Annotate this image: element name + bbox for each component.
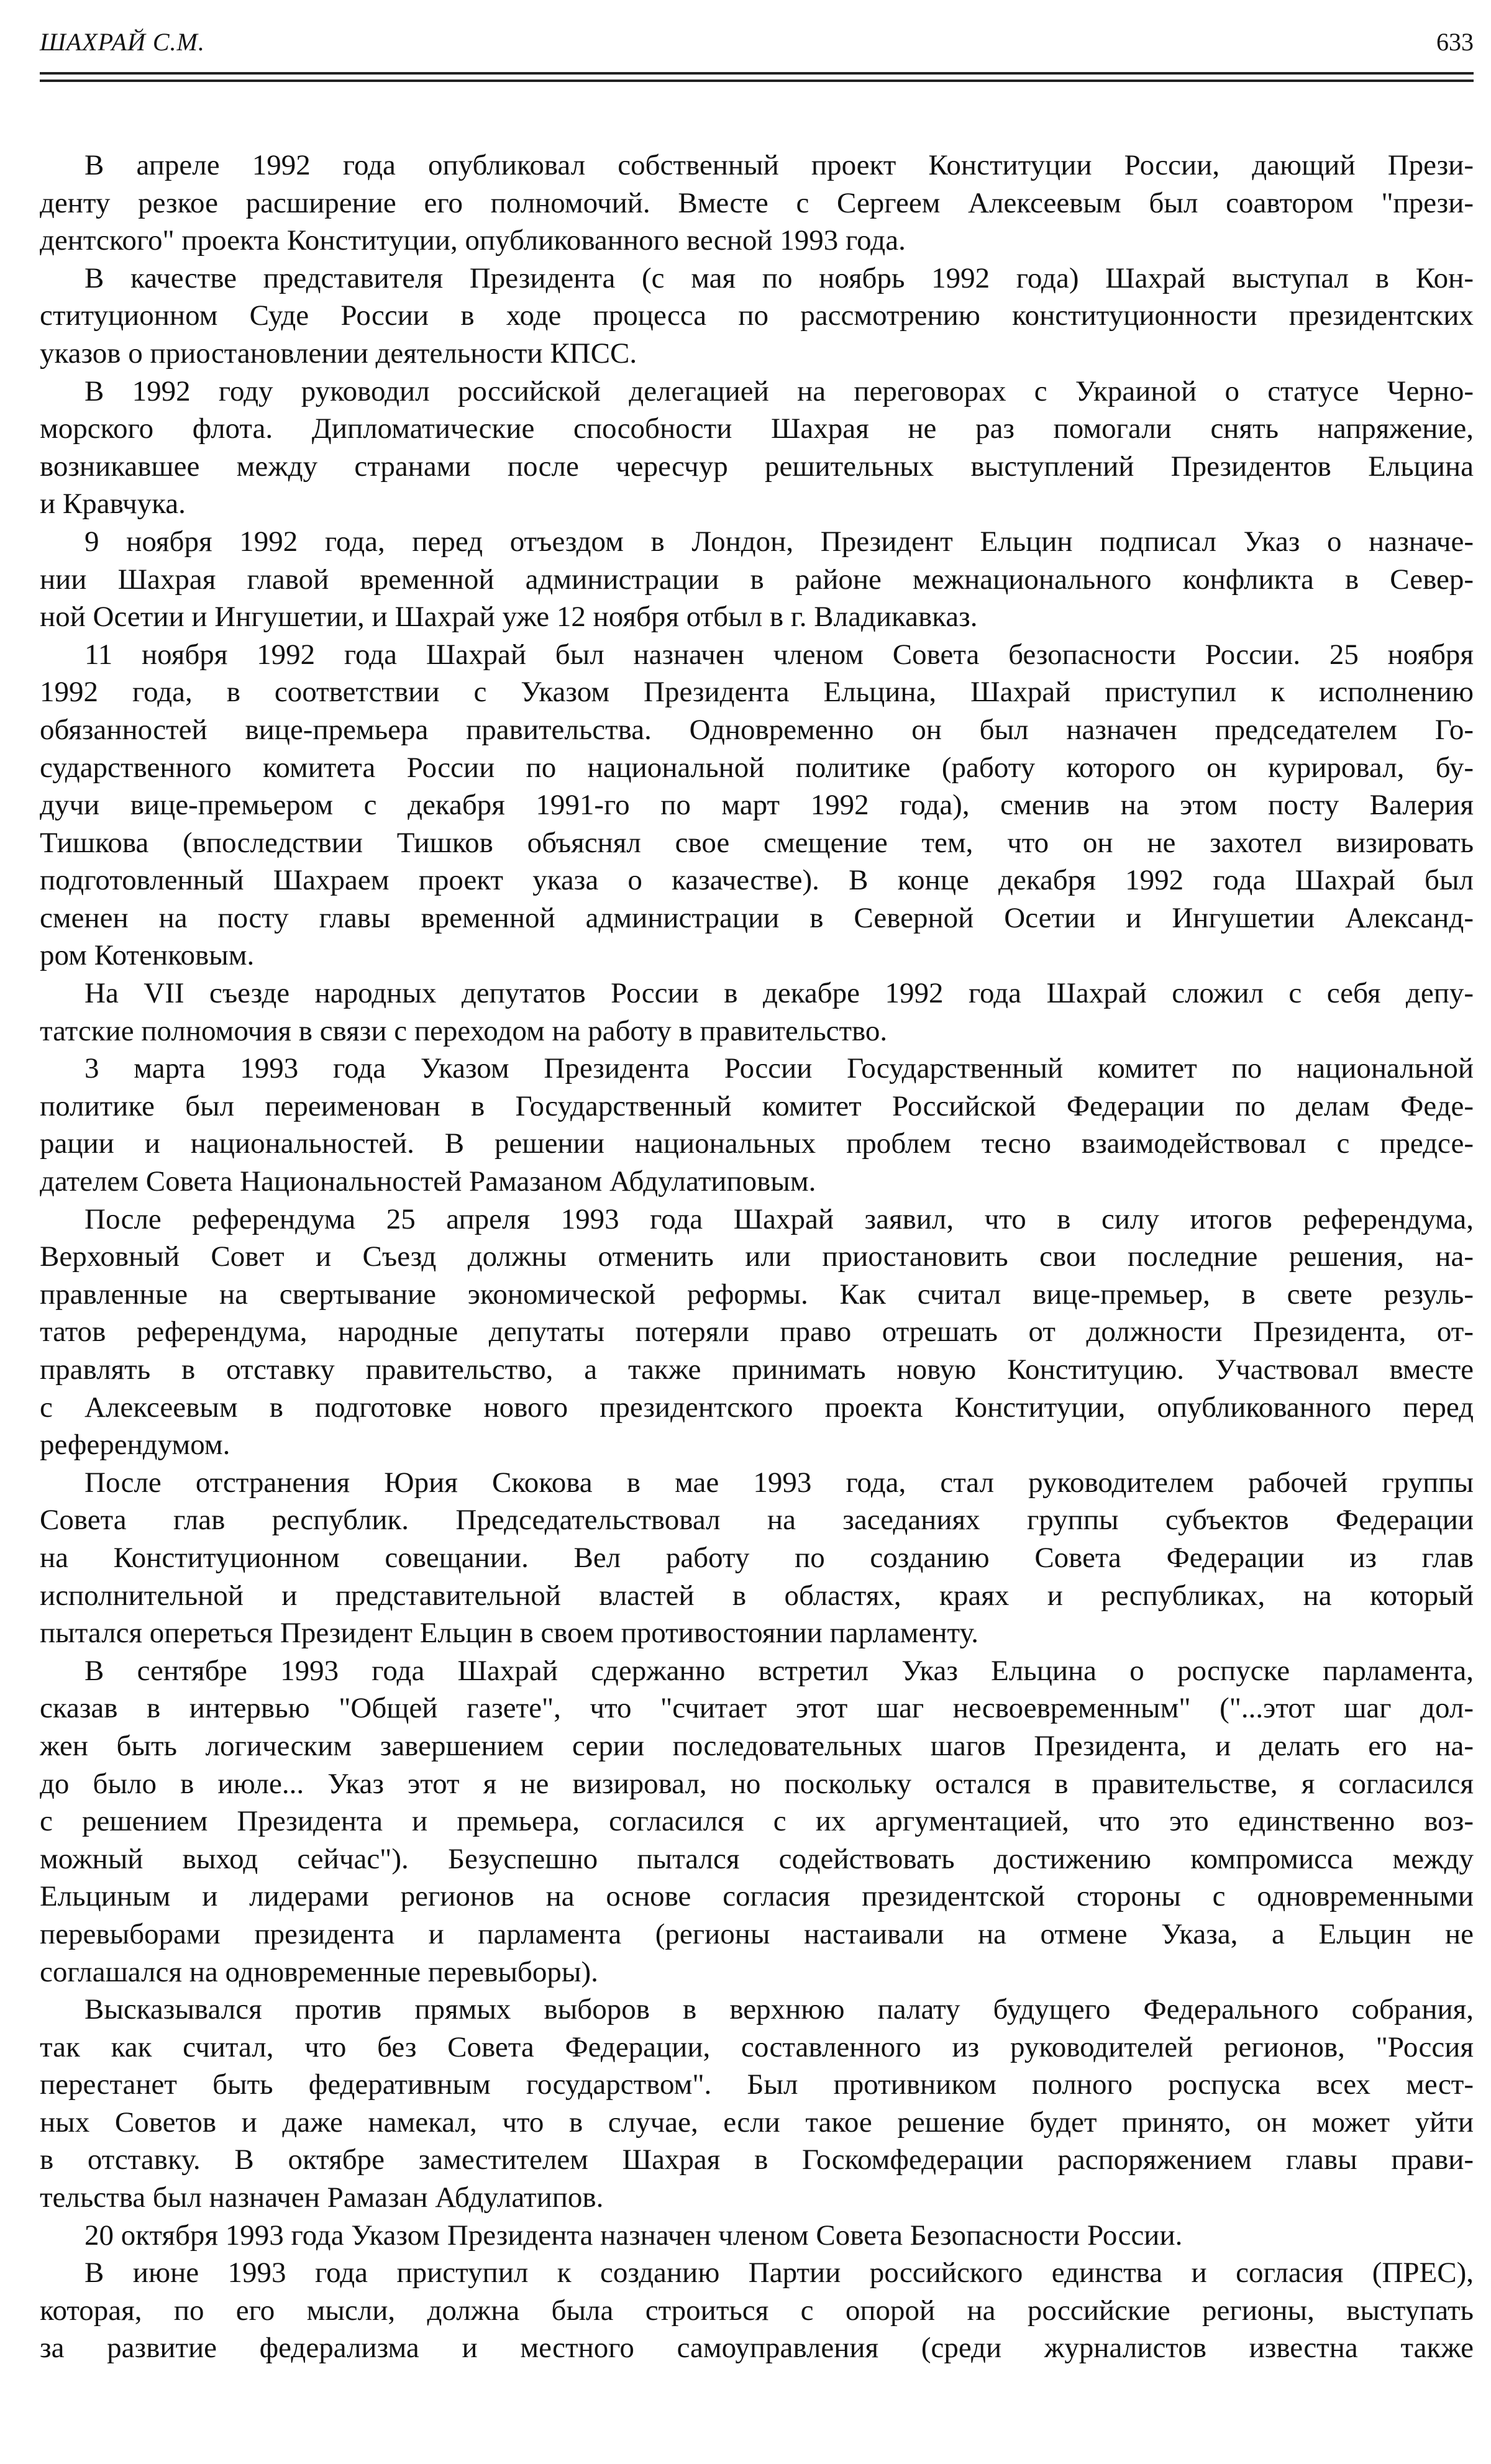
paragraph bbox=[40, 636, 1474, 975]
text-line: исполнительной и представительной властей в областях, краях и республиках, на который bbox=[40, 1579, 1474, 1612]
text-line: возникавшее между странами после чересчур решительных выступлений Президентов Ельцина bbox=[40, 450, 1474, 483]
header-rule-bottom bbox=[40, 80, 1474, 82]
text-line: подготовленный Шахраем проект указа о казачестве). В конце декабря 1992 года Шахрай был bbox=[40, 864, 1474, 897]
text-line: морского флота. Дипломатические способности Шахрая не раз помогали снять напряжение, bbox=[40, 412, 1474, 445]
text-line: ных Советов и даже намекал, что в случае, если такое решение будет принято, он может уйти bbox=[40, 2106, 1474, 2139]
text-line: На VII съезде народных депутатов России в декабре 1992 года Шахрай сложил с себя депу- bbox=[84, 977, 1474, 1010]
text-line: нии Шахрая главой временной администрации в районе межнационального конфликта в Север- bbox=[40, 563, 1474, 596]
text-line: Совета глав республик. Председательствовал на заседаниях группы субъектов Федерации bbox=[40, 1504, 1474, 1537]
text-line: и Кравчука. bbox=[40, 488, 186, 521]
text-line: за развитие федерализма и местного самоуправления (среди журналистов известна также bbox=[40, 2332, 1474, 2365]
text-line: татские полномочия в связи с переходом на работу в правительство. bbox=[40, 1014, 888, 1047]
running-title: ШАХРАЙ С.М. bbox=[40, 28, 205, 56]
body-text bbox=[40, 147, 1474, 2367]
text-line: После отстранения Юрия Скокова в мае 1993 года, стал руководителем рабочей группы bbox=[84, 1466, 1474, 1499]
text-line: 1992 года, в соответствии с Указом Президента Ельцина, Шахрай приступил к исполнению bbox=[40, 676, 1474, 709]
text-line: сказав в интервью "Общей газете", что "считает этот шаг несвоевременным" ("...этот шаг дол- bbox=[40, 1692, 1474, 1725]
text-line: тельства был назначен Рамазан Абдулатипов. bbox=[40, 2181, 604, 2214]
text-line: сменен на посту главы временной администрации в Северной Осетии и Ингушетии Александ- bbox=[40, 901, 1474, 934]
paragraph bbox=[40, 1652, 1474, 1991]
paragraph bbox=[40, 260, 1474, 373]
text-line: которая, по его мысли, должна была строиться с опорой на российские регионы, выступать bbox=[40, 2294, 1474, 2327]
text-line: денту резкое расширение его полномочий. Вместе с Сергеем Алексеевым был соавтором "прези- bbox=[40, 186, 1474, 219]
text-line: 9 ноября 1992 года, перед отъездом в Лондон, Президент Ельцин подписал Указ о назначе- bbox=[84, 525, 1474, 558]
text-line: В качестве представителя Президента (с мая по ноябрь 1992 года) Шахрай выступал в Кон- bbox=[84, 261, 1474, 294]
text-line: В 1992 году руководил российской делегацией на переговорах с Украиной о статусе Черно- bbox=[84, 375, 1474, 407]
paragraph bbox=[40, 975, 1474, 1050]
paragraph bbox=[40, 2254, 1474, 2367]
text-line: сударственного комитета России по национальной политике (работу которого он курировал, бу- bbox=[40, 751, 1474, 784]
page-number: 633 bbox=[1436, 28, 1474, 56]
text-line: После референдума 25 апреля 1993 года Шахрай заявил, что в силу итогов референдума, bbox=[84, 1202, 1474, 1235]
text-line: перестанет быть федеративным государством". Был противником полного роспуска всех мест- bbox=[40, 2068, 1474, 2101]
text-line: можный выход сейчас"). Безуспешно пытался содействовать достижению компромисса между bbox=[40, 1842, 1474, 1875]
text-line: на Конституционном совещании. Вел работу по созданию Совета Федерации из глав bbox=[40, 1541, 1474, 1574]
text-line: правленные на свертывание экономической реформы. Как считал вице-премьер, в свете резуль- bbox=[40, 1278, 1474, 1311]
text-line: до было в июле... Указ этот я не визировал, но поскольку остался в правительстве, я согласился bbox=[40, 1767, 1474, 1800]
text-line: Высказывался против прямых выборов в верхнюю палату будущего Федерального собрания, bbox=[84, 1993, 1474, 2026]
text-line: обязанностей вице-премьера правительства. Одновременно он был назначен председателем Го- bbox=[40, 713, 1474, 746]
text-line: Верховный Совет и Съезд должны отменить или приостановить свои последние решения, на- bbox=[40, 1240, 1474, 1273]
text-line: соглашался на одновременные перевыборы). bbox=[40, 1955, 598, 1988]
paragraph bbox=[40, 523, 1474, 636]
text-line: В апреле 1992 года опубликовал собственный проект Конституции России, дающий Прези- bbox=[84, 149, 1474, 181]
text-line: 20 октября 1993 года Указом Президента назначен членом Совета Безопасности России. bbox=[84, 2219, 1183, 2252]
text-line: в отставку. В октябре заместителем Шахрая в Госкомфедерации распоряжением главы прави- bbox=[40, 2143, 1474, 2176]
text-line: дентского" проекта Конституции, опубликованного весной 1993 года. bbox=[40, 224, 906, 257]
text-line: 11 ноября 1992 года Шахрай был назначен членом Совета безопасности России. 25 ноября bbox=[84, 638, 1474, 671]
text-line: перевыборами президента и парламента (регионы настаивали на отмене Указа, а Ельцин не bbox=[40, 1917, 1474, 1950]
text-line: политике был переименован в Государственный комитет Российской Федерации по делам Феде- bbox=[40, 1089, 1474, 1122]
text-line: татов референдума, народные депутаты потеряли право отрешать от должности Президента, от- bbox=[40, 1316, 1474, 1348]
text-line: ной Осетии и Ингушетии, и Шахрай уже 12 ноября отбыл в г. Владикавказ. bbox=[40, 601, 978, 634]
text-line: референдумом. bbox=[40, 1429, 230, 1462]
text-line: дучи вице-премьером с декабря 1991-го по март 1992 года), сменив на этом посту Валерия bbox=[40, 789, 1474, 822]
paragraph bbox=[40, 2217, 1474, 2255]
paragraph bbox=[40, 1201, 1474, 1464]
text-line: указов о приостановлении деятельности КПСС. bbox=[40, 337, 637, 370]
text-line: Тишкова (впоследствии Тишков объяснял свое смещение тем, что он не захотел визировать bbox=[40, 826, 1474, 859]
text-line: так как считал, что без Совета Федерации, составленного из руководителей регионов, "Россия bbox=[40, 2030, 1474, 2063]
text-line: жен быть логическим завершением серии последовательных шагов Президента, и делать его на- bbox=[40, 1729, 1474, 1762]
text-line: В июне 1993 года приступил к созданию Партии российского единства и согласия (ПРЕС), bbox=[84, 2257, 1474, 2289]
text-line: с решением Президента и премьера, согласился с их аргументацией, что это единственно воз- bbox=[40, 1805, 1474, 1838]
text-line: ституционном Суде России в ходе процесса по рассмотрению конституционности президентских bbox=[40, 299, 1474, 332]
text-line: В сентябре 1993 года Шахрай сдержанно встретил Указ Ельцина о роспуске парламента, bbox=[84, 1654, 1474, 1687]
paragraph bbox=[40, 1991, 1474, 2217]
paragraph bbox=[40, 373, 1474, 523]
text-line: пытался опереться Президент Ельцин в своем противостоянии парламенту. bbox=[40, 1617, 978, 1650]
paragraph bbox=[40, 1050, 1474, 1200]
header-rule-top bbox=[40, 72, 1474, 75]
text-line: правлять в отставку правительство, а также принимать новую Конституцию. Участвовал вместе bbox=[40, 1353, 1474, 1386]
paragraph bbox=[40, 1464, 1474, 1652]
text-line: рации и национальностей. В решении национальных проблем тесно взаимодействовал с предсе- bbox=[40, 1127, 1474, 1160]
text-line: дателем Совета Национальностей Рамазаном Абдулатиповым. bbox=[40, 1165, 816, 1198]
paragraph bbox=[40, 147, 1474, 260]
text-line: с Алексеевым в подготовке нового президентского проекта Конституции, опубликованного перед bbox=[40, 1391, 1474, 1424]
text-line: Ельциным и лидерами регионов на основе согласия президентской стороны с одновременными bbox=[40, 1880, 1474, 1913]
text-line: ром Котенковым. bbox=[40, 939, 255, 972]
text-line: 3 марта 1993 года Указом Президента России Государственный комитет по национальной bbox=[84, 1052, 1474, 1085]
